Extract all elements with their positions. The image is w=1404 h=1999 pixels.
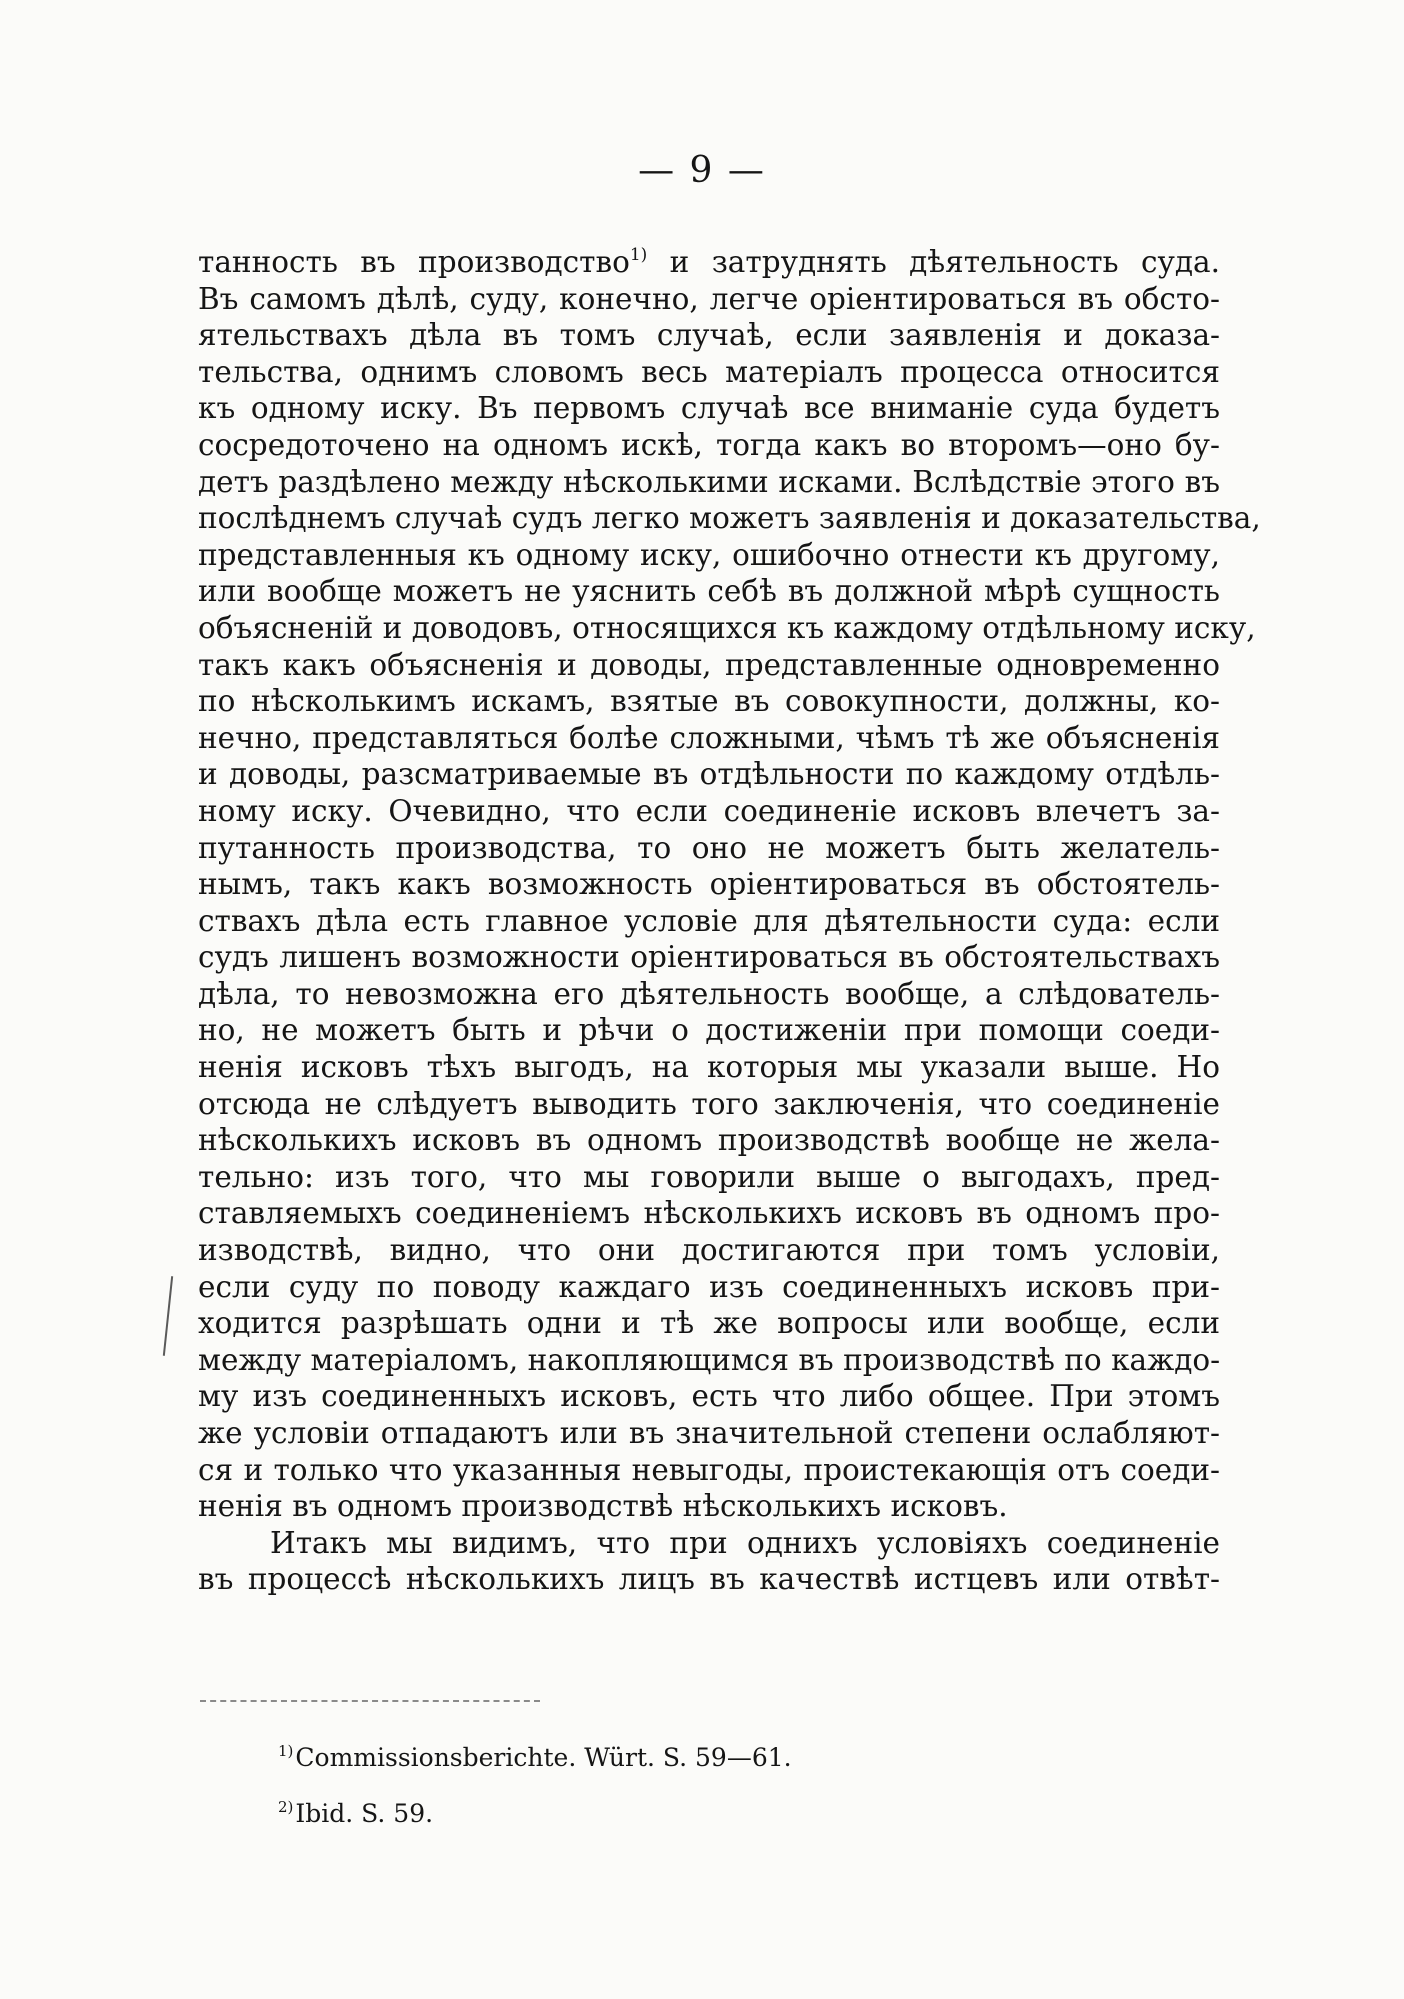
footnote-divider [200, 1700, 540, 1702]
text-line-content: ставляемыхъ соединеніемъ нѣсколькихъ исковъ въ одномъ про- [198, 1196, 1220, 1231]
text-line-content: къ одному иску. Въ первомъ случаѣ все вниманіе суда будетъ [198, 391, 1220, 426]
margin-pencil-mark [163, 1276, 173, 1356]
text-line-content: нечно, представляться болѣе сложными, чѣмъ тѣ же объясненія [198, 720, 1220, 755]
text-line [198, 1086, 1220, 1123]
text-line-content: тельно: изъ того, что мы говорили выше о выгодахъ, пред- [198, 1159, 1220, 1194]
text-line-content: ходится разрѣшать одни и тѣ же вопросы или вообще, если [198, 1306, 1220, 1341]
text-line [198, 866, 1220, 903]
text-line-content: судъ лишенъ возможности оріентироваться въ обстоятельствахъ [198, 940, 1220, 975]
body-text [198, 244, 1261, 1598]
text-line-content: изводствѣ, видно, что они достигаются при томъ условіи, [198, 1233, 1220, 1268]
text-line-content: но, не можетъ быть и рѣчи о достиженіи при помощи соеди- [198, 1013, 1220, 1048]
text-line [198, 317, 1220, 354]
text-line [198, 1452, 1220, 1489]
text-line-content: или вообще можетъ не уяснить себѣ въ должной мѣрѣ сущность [198, 574, 1220, 609]
text-line-content: въ процессѣ нѣсколькихъ лицъ въ качествѣ истцевъ или отвѣт- [198, 1562, 1220, 1597]
text-line-content: Въ самомъ дѣлѣ, суду, конечно, легче оріентироваться въ обсто- [198, 281, 1220, 316]
text-line-content: му изъ соединенныхъ исковъ, есть что либо общее. При этомъ [198, 1379, 1220, 1414]
footnote [278, 1786, 792, 1842]
text-line-content: послѣднемъ случаѣ судъ легко можетъ заявленія и доказательства, [198, 501, 1261, 536]
text-line [198, 756, 1220, 793]
text-line-content: сосредоточено на одномъ искѣ, тогда какъ во второмъ—оно бу- [198, 427, 1220, 462]
text-line [198, 1122, 1220, 1159]
footnote [278, 1730, 792, 1786]
footnote-mark: 2) [278, 1798, 294, 1816]
footnote-reference: 1) [629, 245, 648, 265]
text-line-content: представленныя къ одному иску, ошибочно отнести къ другому, [198, 537, 1220, 572]
footnote-mark: 1) [278, 1742, 294, 1760]
text-line [198, 537, 1220, 574]
text-line [198, 1378, 1220, 1415]
text-line [198, 1159, 1220, 1196]
text-line-content: такъ какъ объясненія и доводы, представленные одновременно [198, 647, 1220, 682]
text-line [198, 1305, 1220, 1342]
text-line-content: нѣсколькихъ исковъ въ одномъ производствѣ вообще не жела- [198, 1123, 1220, 1158]
text-line-content: танность въ производство [198, 245, 630, 279]
text-line [198, 939, 1220, 976]
text-line-content: нымъ, такъ какъ возможность оріентироваться въ обстоятель- [198, 867, 1220, 902]
footnotes [278, 1730, 792, 1842]
text-line [198, 830, 1220, 867]
text-line [198, 1415, 1220, 1452]
text-line-content: путанность производства, то оно не можетъ быть желатель- [198, 830, 1220, 865]
text-line [198, 573, 1220, 610]
footnote-text: Ibid. S. 59. [295, 1799, 434, 1828]
text-line [198, 903, 1220, 940]
text-line [198, 793, 1220, 830]
text-line [198, 354, 1220, 391]
text-line-content: детъ раздѣлено между нѣсколькими исками. Вслѣдствіе этого въ [198, 464, 1220, 499]
text-line [198, 464, 1220, 501]
text-line-content: же условіи отпадаютъ или въ значительной степени ослабляют- [198, 1416, 1220, 1450]
text-line-content: если суду по поводу каждаго изъ соединенныхъ исковъ при- [198, 1269, 1220, 1304]
text-line [198, 683, 1220, 720]
text-line-content: ятельствахъ дѣла въ томъ случаѣ, если заявленія и доказа- [198, 318, 1220, 353]
page-number: — 9 — [638, 150, 766, 191]
text-line [198, 610, 1256, 647]
text-line-content: Итакъ мы видимъ, что при однихъ условіяхъ соединеніе [270, 1525, 1220, 1560]
text-line [198, 1269, 1220, 1306]
text-line-content: объясненій и доводовъ, относящихся къ каждому отдѣльному иску, [198, 610, 1256, 645]
text-line [198, 1012, 1220, 1049]
text-line [198, 390, 1220, 427]
text-line [198, 1525, 1220, 1562]
text-line-content: ненія исковъ тѣхъ выгодъ, на которыя мы указали выше. Но [198, 1050, 1220, 1085]
text-line [198, 976, 1220, 1013]
text-line [198, 1195, 1220, 1232]
text-line [198, 647, 1220, 684]
text-line [198, 244, 1220, 281]
text-line-content: ному иску. Очевидно, что если соединеніе исковъ влечетъ за- [198, 793, 1220, 828]
text-line-continuation: и затруднять дѣятельность суда. [647, 245, 1221, 279]
text-line [198, 427, 1220, 464]
footnote-text: Commissionsberichte. Würt. S. 59—61. [295, 1743, 792, 1772]
text-line-content: по нѣсколькимъ искамъ, взятые въ совокупности, должны, ко- [198, 684, 1220, 719]
text-line-content: и доводы, разсматриваемые въ отдѣльности по каждому отдѣль- [198, 757, 1220, 792]
text-line [198, 500, 1261, 537]
text-line [198, 1049, 1220, 1086]
text-line-content: ствахъ дѣла есть главное условіе для дѣятельности суда: если [198, 903, 1220, 938]
text-line [198, 281, 1220, 318]
text-line-content: тельства, однимъ словомъ весь матеріалъ процесса относится [198, 354, 1220, 389]
text-line-content: ненія въ одномъ производствѣ нѣсколькихъ исковъ. [198, 1489, 1008, 1524]
text-line-content: дѣла, то невозможна его дѣятельность вообще, а слѣдователь- [198, 976, 1220, 1011]
text-line-content: ся и только что указанныя невыгоды, проистекающія отъ соеди- [198, 1452, 1220, 1487]
text-line [198, 1342, 1220, 1379]
text-line-content: между матеріаломъ, накопляющимся въ производствѣ по каждо- [198, 1342, 1221, 1377]
text-line [198, 720, 1220, 757]
text-line [198, 1561, 1220, 1598]
text-line [198, 1232, 1220, 1269]
text-line [198, 1488, 1220, 1525]
text-line-content: отсюда не слѣдуетъ выводить того заключенія, что соединеніе [198, 1086, 1220, 1121]
